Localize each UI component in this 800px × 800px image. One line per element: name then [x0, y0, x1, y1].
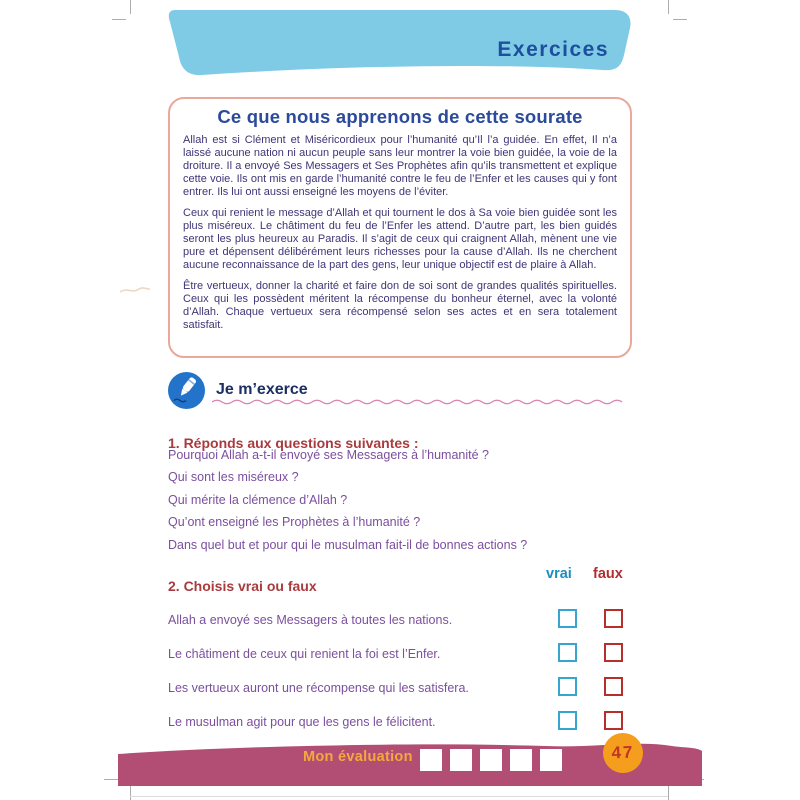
page-bottom-edge	[130, 796, 668, 797]
vrai-checkbox[interactable]	[558, 643, 577, 662]
crop-mark	[112, 19, 126, 20]
lesson-paragraph: Allah est si Clément et Miséricordieux pour l’humanité qu’Il l’a guidée. En effet, Il n’a laissé aucune nation ni aucun peuple sans leur montrer la voie bien guidée, la voie de la droiture. Il a envoyé Ses Messagers et Ses Prophètes afin qu’ils transmettent et explique cette voie. Ils ont mis en garde l’humanité contre le feu de l’Enfer et les causes qui y font entrer. Ils lui ont aussi enseigné les moyens de l’éviter.	[183, 134, 617, 198]
statement-text: Le châtiment de ceux qui renient la foi est l’Enfer.	[168, 647, 441, 661]
vrai-checkbox[interactable]	[558, 609, 577, 628]
wavy-underline	[212, 398, 632, 406]
question-item: Qui mérite la clémence d’Allah ?	[168, 492, 348, 507]
question-item: Pourquoi Allah a-t-il envoyé ses Messagers à l’humanité ?	[168, 448, 490, 462]
crop-mark	[130, 785, 131, 800]
exercise-section-title: Je m’exerce	[216, 381, 308, 398]
header-banner	[168, 8, 635, 80]
pen-icon	[167, 371, 206, 410]
evaluation-rating	[420, 749, 562, 771]
question-item: Qu’ont enseigné les Prophètes à l’humanité ?	[168, 515, 421, 530]
true-false-row	[168, 674, 632, 702]
section2-header-row	[168, 566, 632, 594]
vrai-checkbox[interactable]	[558, 711, 577, 730]
crop-mark	[668, 785, 669, 800]
faux-checkbox[interactable]	[604, 643, 623, 662]
faux-checkbox[interactable]	[604, 677, 623, 696]
rating-box[interactable]	[420, 749, 442, 771]
crop-mark	[130, 0, 131, 14]
vrai-checkbox[interactable]	[558, 677, 577, 696]
true-false-row	[168, 708, 632, 736]
lesson-title: Ce que nous apprenons de cette sourate	[217, 106, 583, 127]
margin-doodle	[118, 283, 152, 297]
question-list	[168, 444, 648, 556]
rating-box[interactable]	[450, 749, 472, 771]
statement-text: Le musulman agit pour que les gens le félicitent.	[168, 715, 436, 729]
faux-column-label: faux	[593, 566, 623, 582]
statement-text: Allah a envoyé ses Messagers à toutes les nations.	[168, 613, 453, 627]
question-item: Dans quel but et pour qui le musulman fait-il de bonnes actions ?	[168, 537, 528, 552]
rating-box[interactable]	[540, 749, 562, 771]
lesson-paragraph: Être vertueux, donner la charité et faire don de soi sont de grandes qualités spirituelles. Ceux qui les possèdent méritent la récompense du bonheur éternel, avec la volonté d’Allah. Chaque vertueux sera récompensé selon ses actes et en sera totalement satisfait.	[183, 280, 617, 331]
rating-box[interactable]	[510, 749, 532, 771]
page-number-badge: 47	[602, 732, 643, 773]
section2-title: 2. Choisis vrai ou faux	[168, 577, 317, 594]
statement-text: Les vertueux auront une récompense qui les satisfera.	[168, 681, 469, 695]
lesson-summary-box	[168, 97, 632, 358]
banner-title: Exercices	[497, 38, 609, 61]
vrai-column-label: vrai	[546, 566, 572, 582]
footer-evaluation-label: Mon évaluation	[303, 749, 413, 765]
faux-checkbox[interactable]	[604, 711, 623, 730]
crop-mark	[673, 19, 687, 20]
section1-title: 1. Réponds aux questions suivantes :	[168, 434, 419, 451]
crop-mark	[668, 0, 669, 14]
true-false-row	[168, 640, 632, 668]
true-false-row	[168, 606, 632, 634]
faux-checkbox[interactable]	[604, 609, 623, 628]
lesson-paragraph: Ceux qui renient le message d’Allah et qui tournent le dos à Sa voie bien guidée sont les plus miséreux. Le châtiment du feu de l’Enfer les attend. D’autre part, les bien guidés seront les plus heureux au Paradis. Il s’agit de ceux qui craignent Allah, mènent une vie pure et dépensent délibérément leurs richesses pour la cause d’Allah. Ils ne cherchent aucune reconnaissance de la part des gens, leur unique objectif est de plaire à Allah.	[183, 207, 617, 271]
question-item: Qui sont les miséreux ?	[168, 470, 299, 485]
rating-box[interactable]	[480, 749, 502, 771]
